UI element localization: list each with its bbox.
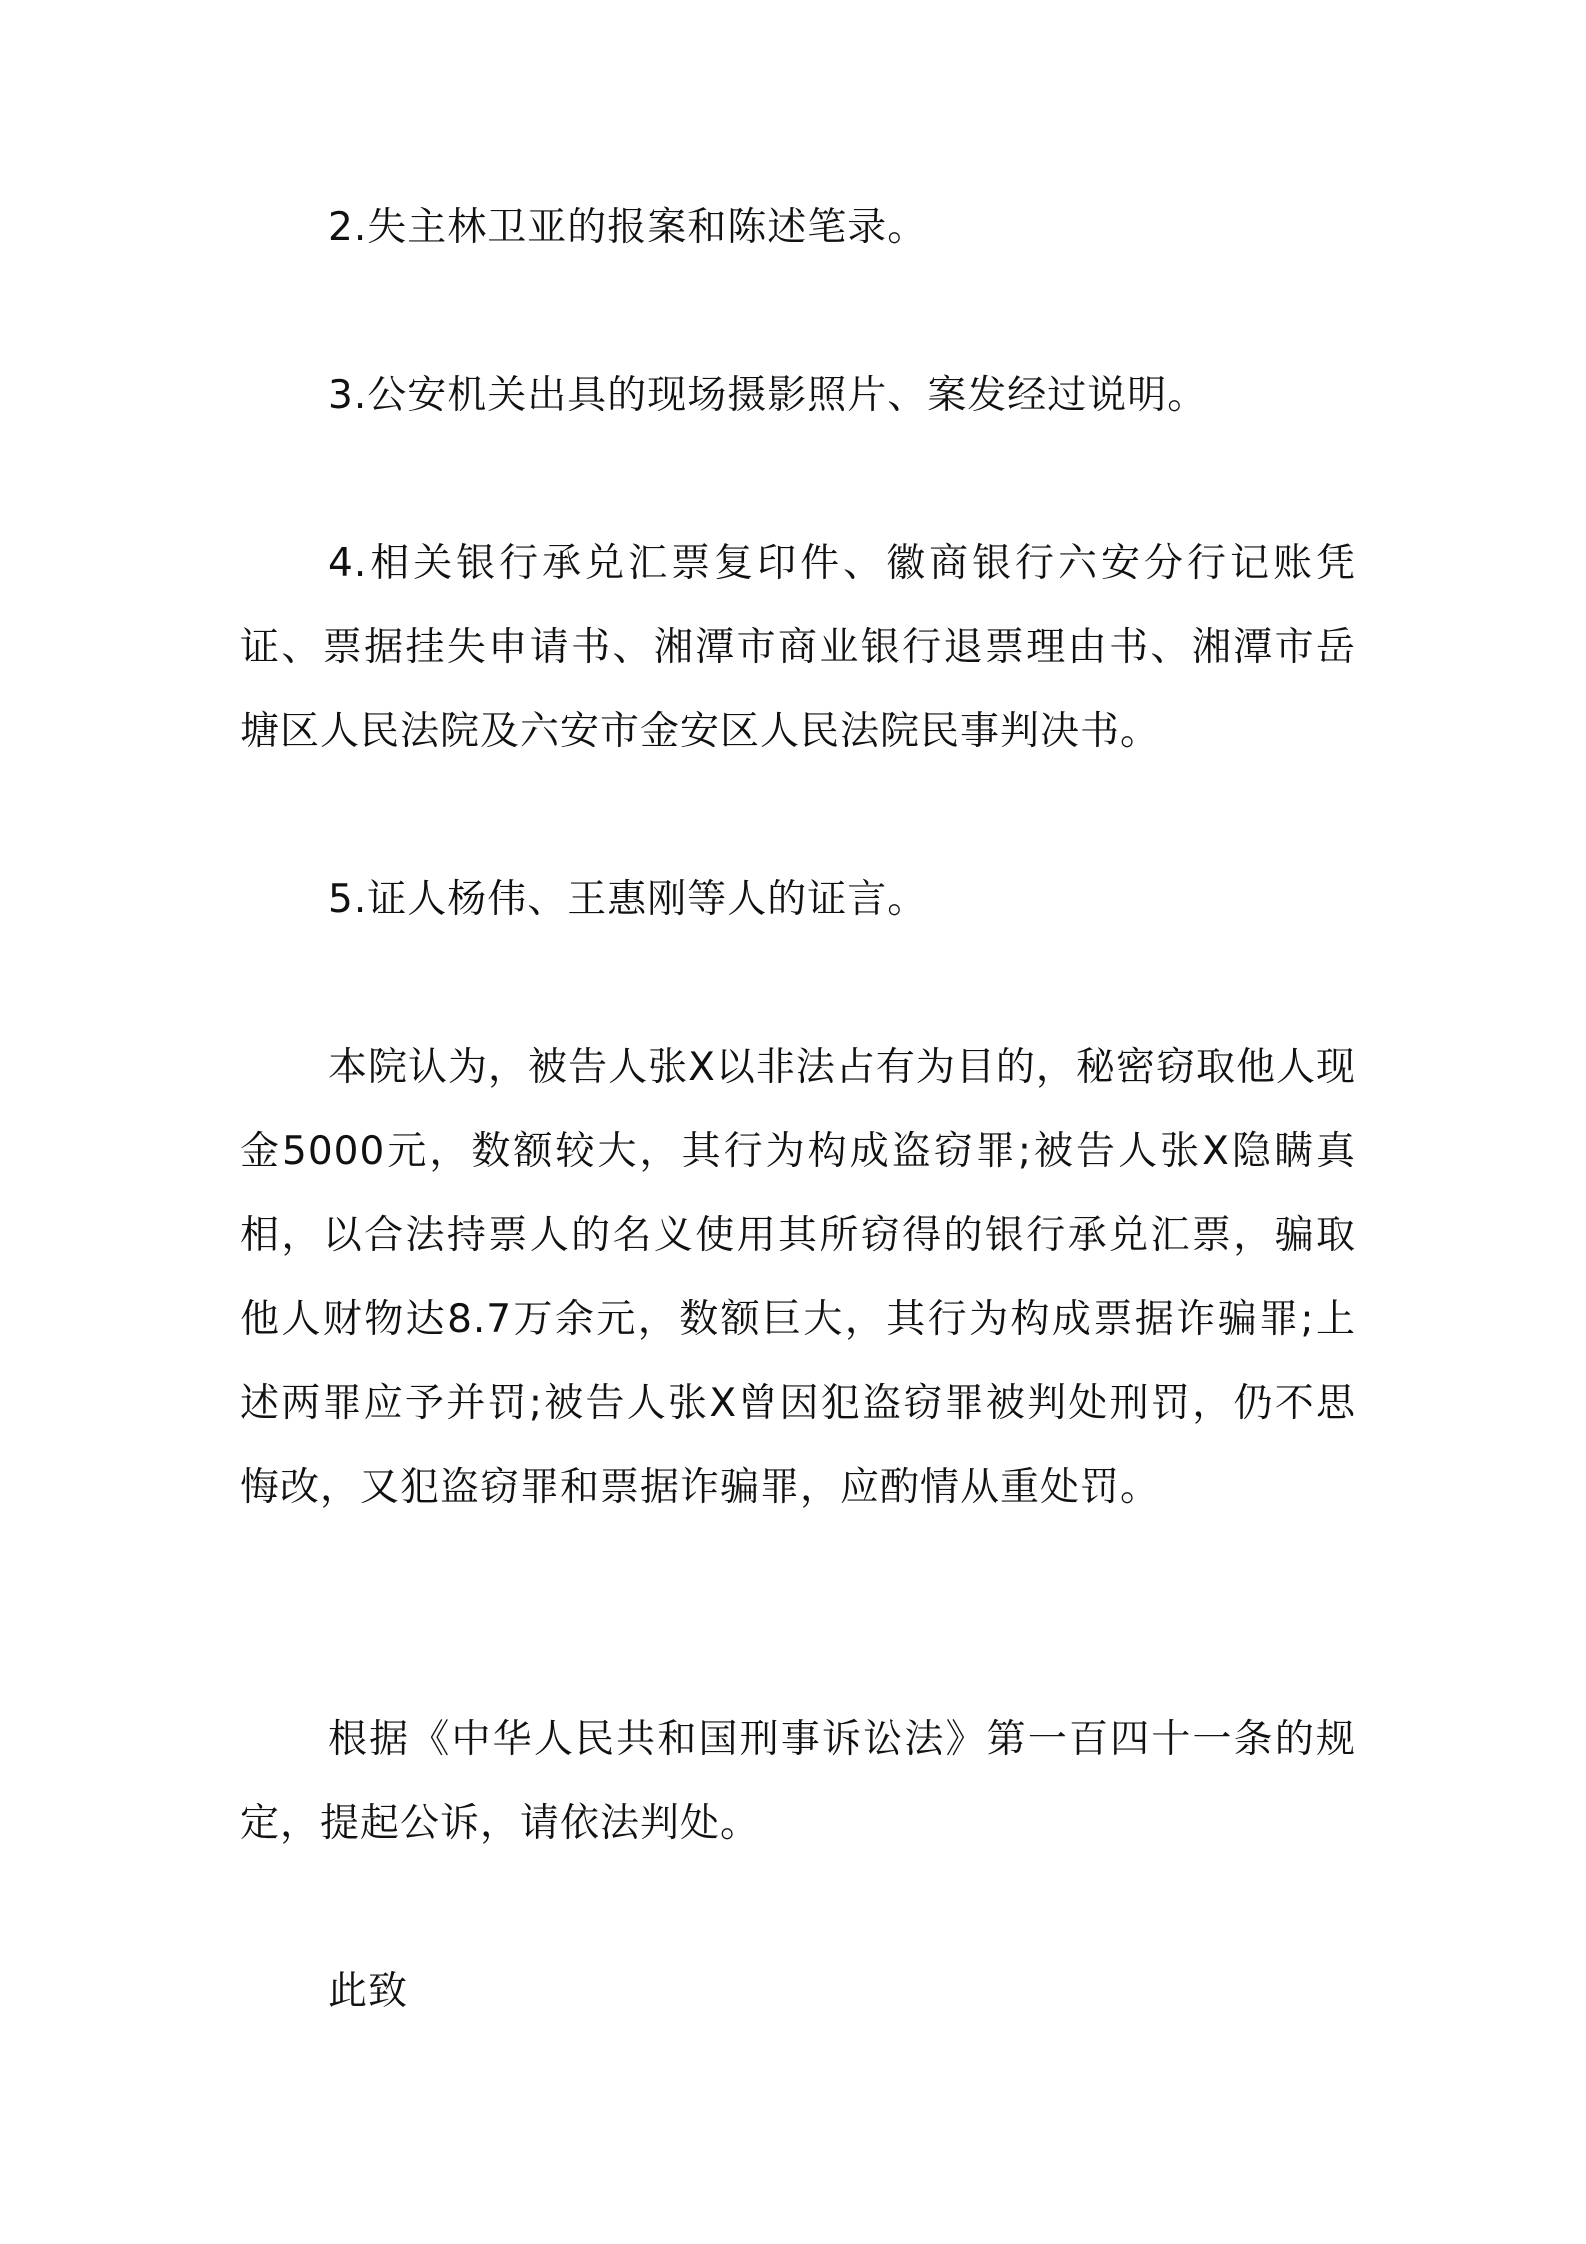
closing-salutation: 此致 (328, 1969, 409, 2014)
legal-basis-paragraph: 根据《中华人民共和国刑事诉讼法》第一百四十一条的规定，提起公诉，请依法判处。 (240, 1717, 1356, 1846)
evidence-item-3: 3.公安机关出具的现场摄影照片、案发经过说明。 (328, 373, 1208, 418)
evidence-item-5: 5.证人杨伟、王惠刚等人的证言。 (328, 877, 928, 922)
evidence-item-2: 2.失主林卫亚的报案和陈述笔录。 (328, 205, 928, 250)
evidence-item-4: 4.相关银行承兑汇票复印件、徽商银行六安分行记账凭证、票据挂失申请书、湘潭市商业银行退票理由书、湘潭市岳塘区人民法院及六安市金安区人民法院民事判决书。 (240, 541, 1356, 754)
court-opinion-paragraph: 本院认为，被告人张X以非法占有为目的，秘密窃取他人现金5000元，数额较大，其行为构成盗窃罪;被告人张X隐瞒真相，以合法持票人的名义使用其所窃得的银行承兑汇票，骗取他人财物达8.7万余元，数额巨大，其行为构成票据诈骗罪;上述两罪应予并罚;被告人张X曾因犯盗窃罪被判处刑罚，仍不思悔改，又犯盗窃罪和票据诈骗罪，应酌情从重处罚。 (240, 1045, 1356, 1510)
